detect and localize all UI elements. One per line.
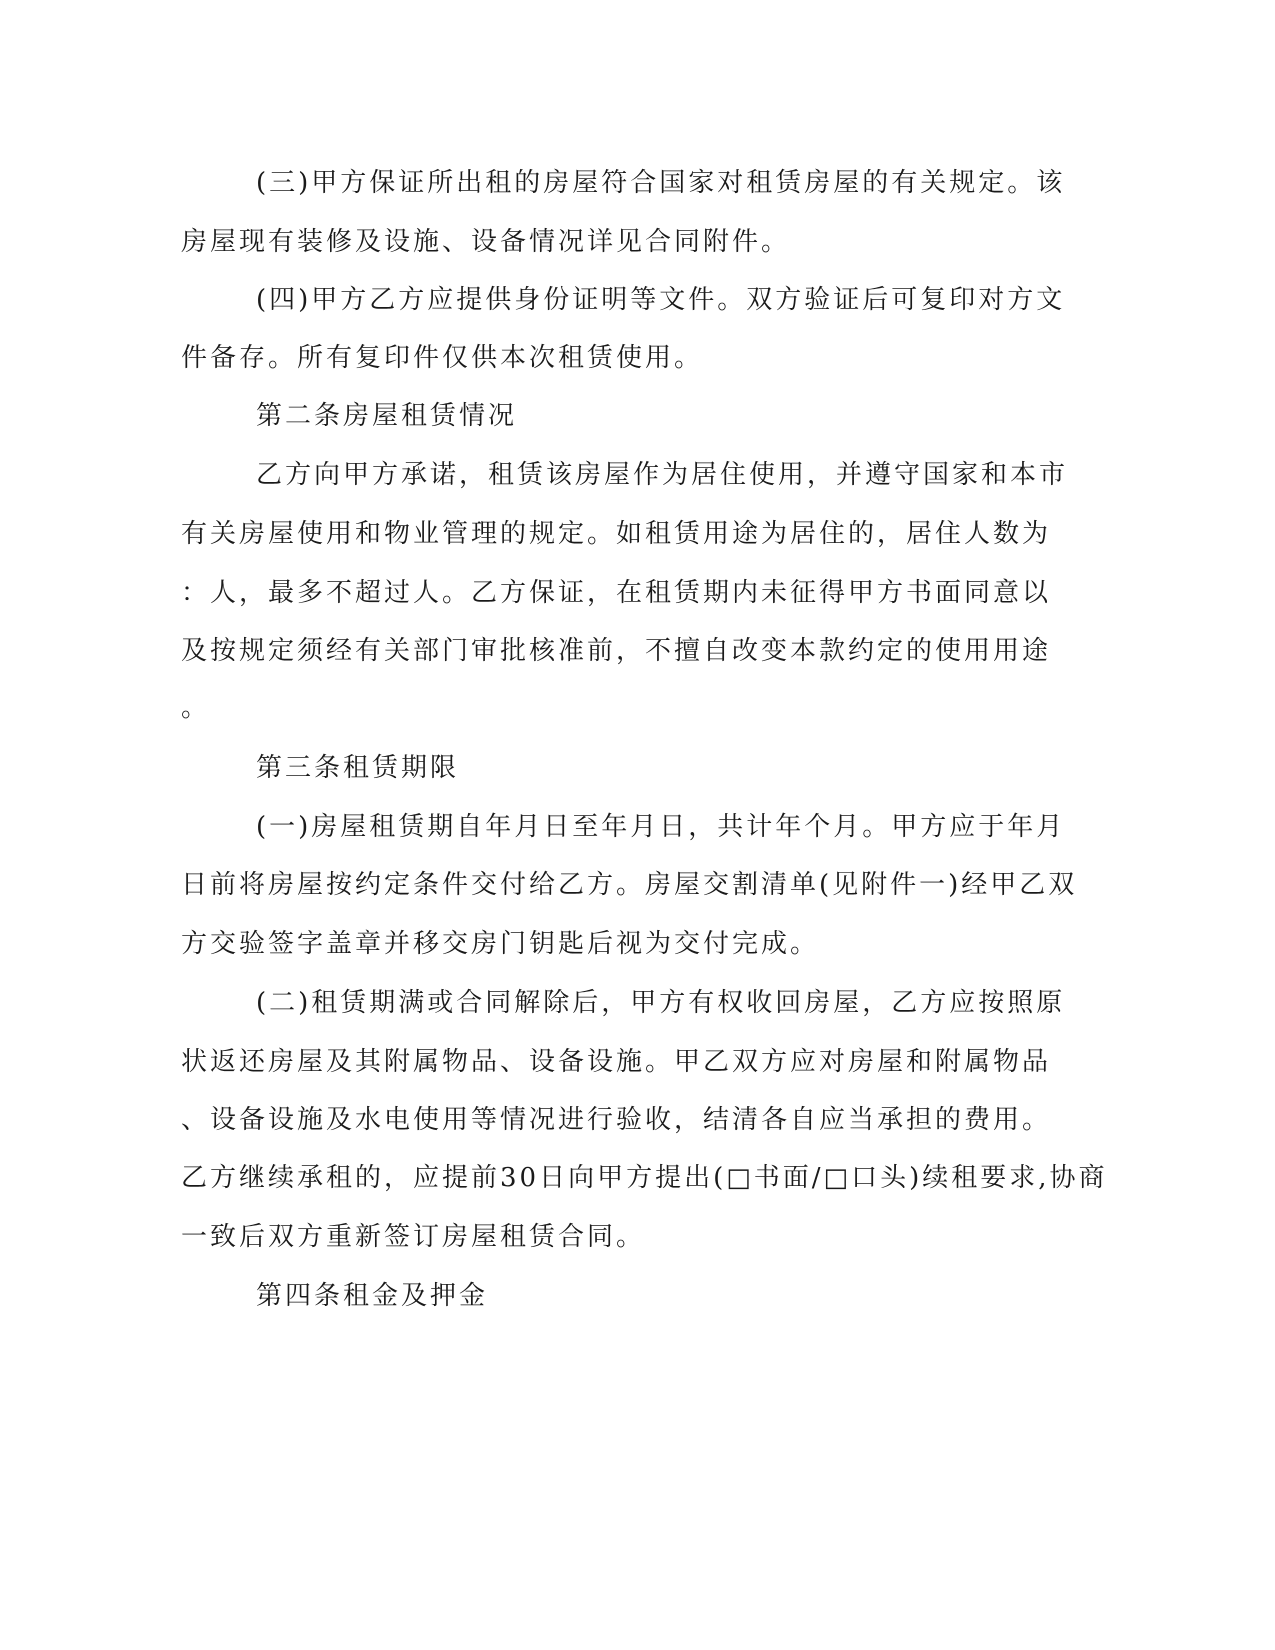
article-3-clause-1-line-1: (一)房屋租赁期自年月日至年月日，共计年个月。甲方应于年月 (256, 812, 1066, 842)
paragraph-4-line-2: 件备存。所有复印件仅供本次租赁使用。 (181, 343, 704, 373)
article-3-clause-2-line-4: 乙方继续承租的，应提前30日向甲方提出(□书面/□口头)续租要求,协商 (181, 1163, 1108, 1193)
article-3-clause-1-line-2: 日前将房屋按约定条件交付给乙方。房屋交割清单(见附件一)经甲乙双 (181, 870, 1078, 900)
article-3-heading: 第三条租赁期限 (256, 753, 460, 783)
paragraph-4-line-1: (四)甲方乙方应提供身份证明等文件。双方验证后可复印对方文 (256, 285, 1066, 315)
article-2-line-1: 乙方向甲方承诺，租赁该房屋作为居住使用，并遵守国家和本市 (256, 460, 1069, 490)
article-3-clause-2-line-1: (二)租赁期满或合同解除后，甲方有权收回房屋，乙方应按照原 (256, 988, 1066, 1018)
article-4-heading: 第四条租金及押金 (256, 1281, 489, 1311)
article-2-heading: 第二条房屋租赁情况 (256, 401, 518, 431)
paragraph-3-line-1: (三)甲方保证所出租的房屋符合国家对租赁房屋的有关规定。该 (256, 168, 1066, 198)
article-3-clause-2-line-3: 、设备设施及水电使用等情况进行验收，结清各自应当承担的费用。 (181, 1105, 1052, 1135)
article-2-line-4: 及按规定须经有关部门审批核准前，不擅自改变本款约定的使用用途 (181, 636, 1052, 666)
article-2-line-5: 。 (181, 693, 211, 723)
article-2-line-3: ：人，最多不超过人。乙方保证，在租赁期内未征得甲方书面同意以 (181, 578, 1052, 608)
article-3-clause-2-line-5: 一致后双方重新签订房屋租赁合同。 (181, 1222, 646, 1252)
paragraph-3-line-2: 房屋现有装修及设施、设备情况详见合同附件。 (181, 227, 791, 257)
article-3-clause-1-line-3: 方交验签字盖章并移交房门钥匙后视为交付完成。 (181, 929, 820, 959)
article-3-clause-2-line-2: 状返还房屋及其附属物品、设备设施。甲乙双方应对房屋和附属物品 (181, 1047, 1052, 1077)
article-2-line-2: 有关房屋使用和物业管理的规定。如租赁用途为居住的，居住人数为 (181, 519, 1052, 549)
